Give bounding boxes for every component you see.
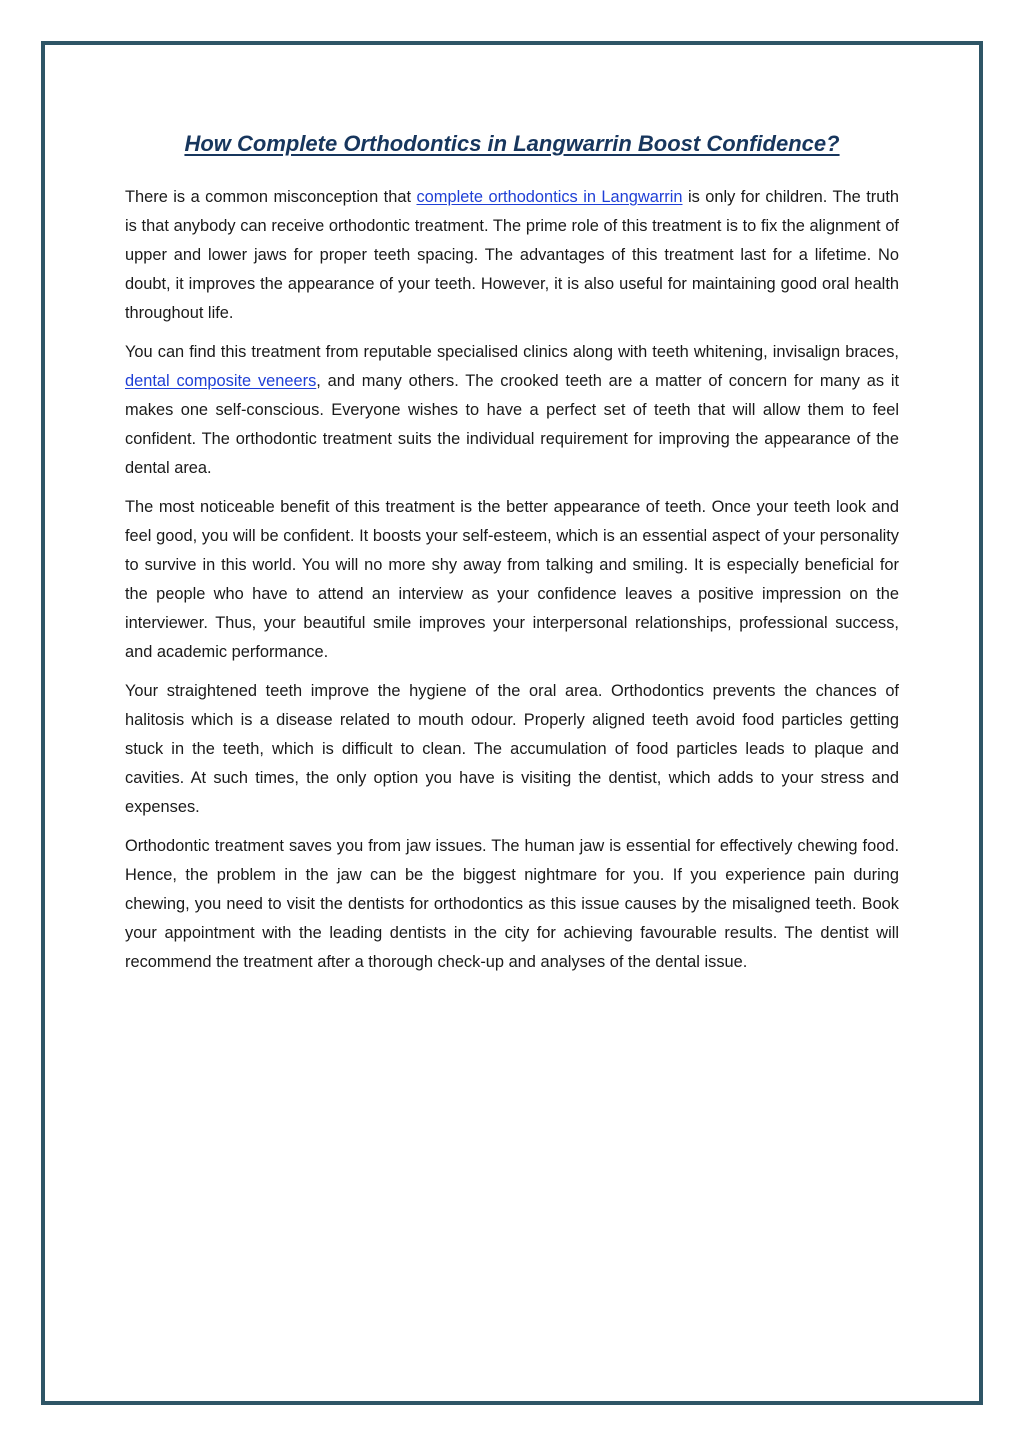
paragraph-1 bbox=[125, 183, 899, 328]
paragraph-text: There is a common misconception that bbox=[125, 188, 417, 206]
page-border bbox=[41, 41, 983, 1405]
document-title: How Complete Orthodontics in Langwarrin Boost Confidence? bbox=[184, 131, 840, 156]
paragraph-text: You can find this treatment from reputable specialised clinics along with teeth whitening, invisalign braces, bbox=[125, 343, 899, 361]
link-complete-orthodontics[interactable]: complete orthodontics in Langwarrin bbox=[416, 188, 683, 206]
document-body bbox=[125, 129, 899, 987]
paragraph-5: Orthodontic treatment saves you from jaw issues. The human jaw is essential for effectively chewing food. Hence, the problem in the jaw can be the biggest nightmare for you. If you experience pain during chewing, you need to visit the dentists for orthodontics as this issue causes by the misaligned teeth. Book your appointment with the leading dentists in the city for achieving favourable results. The dentist will recommend the treatment after a thorough check-up and analyses of the dental issue. bbox=[125, 837, 899, 971]
paragraph-4: Your straightened teeth improve the hygiene of the oral area. Orthodontics prevents the chances of halitosis which is a disease related to mouth odour. Properly aligned teeth avoid food particles getting stuck in the teeth, which is difficult to clean. The accumulation of food particles leads to plaque and cavities. At such times, the only option you have is visiting the dentist, which adds to your stress and expenses. bbox=[125, 682, 899, 816]
paragraph-2 bbox=[125, 338, 899, 483]
paragraph-text: , and many others. The crooked teeth are a matter of concern for many as it makes one self-conscious. Everyone wishes to have a perfect set of teeth that will allow them to feel confident. The orthodontic treatment suits the individual requirement for improving the appearance of the dental area. bbox=[125, 372, 900, 477]
paragraph-3: The most noticeable benefit of this treatment is the better appearance of teeth. Once your teeth look and feel good, you will be confident. It boosts your self-esteem, which is an essential aspect of your personality to survive in this world. You will no more shy away from talking and smiling. It is especially beneficial for the people who have to attend an interview as your confidence leaves a positive impression on the interviewer. Thus, your beautiful smile improves your interpersonal relationships, professional success, and academic performance. bbox=[125, 498, 899, 661]
paragraph-text: is only for children. The truth is that anybody can receive orthodontic treatment. The prime role of this treatment is to fix the alignment of upper and lower jaws for proper teeth spacing. The advantages of this treatment last for a lifetime. No doubt, it improves the appearance of your teeth. However, it is also useful for maintaining good oral health throughout life. bbox=[125, 188, 899, 322]
link-dental-composite-veneers[interactable]: dental composite veneers bbox=[125, 372, 317, 390]
